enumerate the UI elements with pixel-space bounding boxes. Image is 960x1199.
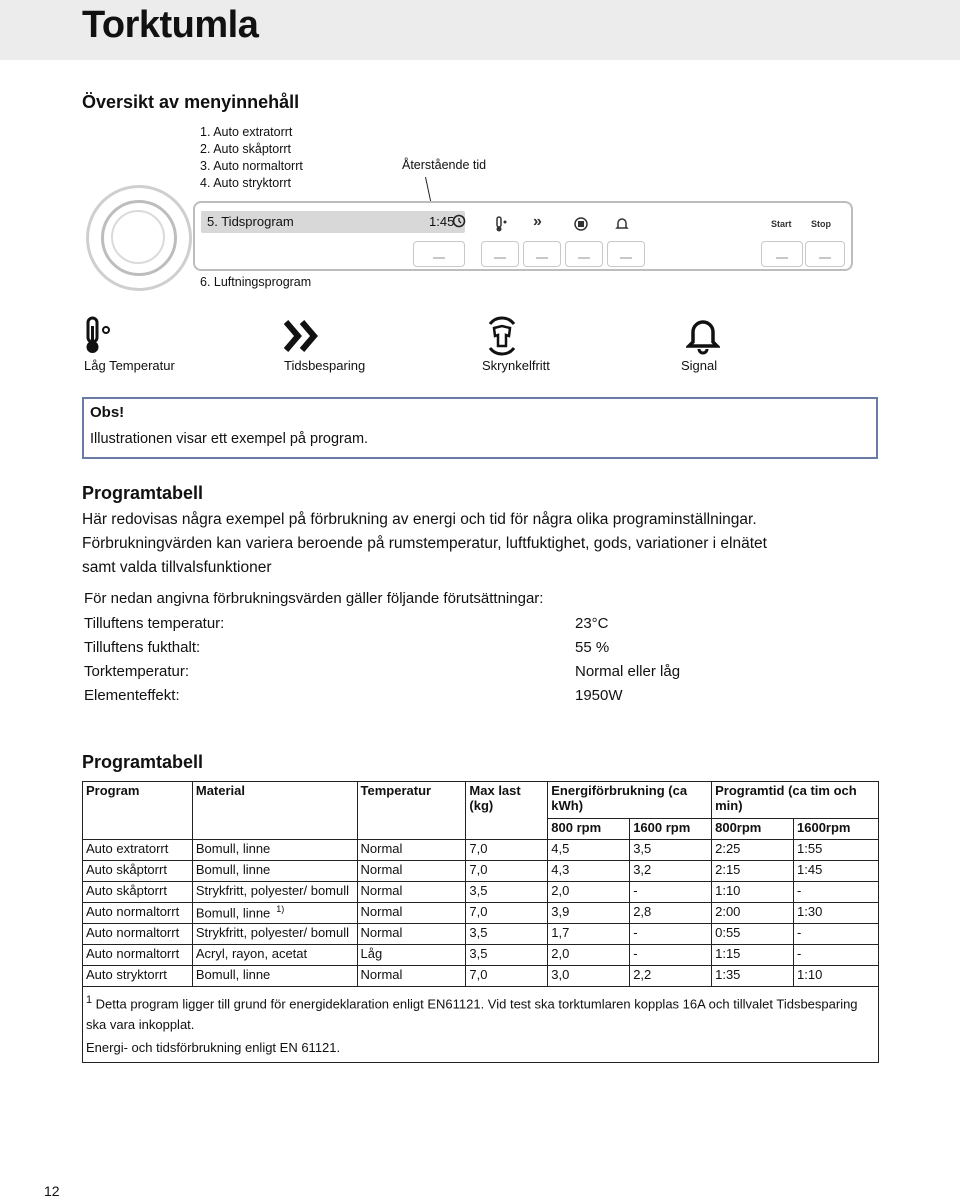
table-header-row — [83, 782, 879, 819]
legend-label: Tidsbesparing — [284, 358, 366, 373]
table-cell — [466, 966, 548, 987]
legend-label: Signal — [681, 358, 718, 373]
legend-label: Låg Temperatur — [84, 358, 175, 373]
cell-text: 1:35 — [715, 967, 741, 982]
program-list-item: 3. Auto normaltorrt — [200, 159, 303, 173]
empty-cell — [83, 819, 193, 840]
program-table — [82, 781, 879, 1063]
signal-button[interactable] — [607, 241, 645, 267]
program-list-item: 2. Auto skåptorrt — [200, 142, 292, 156]
table-cell — [630, 966, 712, 987]
low-temperature-icon — [84, 316, 114, 356]
cell-text: 7,0 — [469, 862, 488, 877]
cell-text: 2:00 — [715, 904, 741, 919]
clock-icon — [452, 213, 466, 232]
table-cell — [630, 840, 712, 861]
condition-value: Normal eller låg — [575, 663, 681, 680]
table-body — [83, 840, 879, 987]
table-cell — [466, 924, 548, 945]
cell-text: Auto skåptorrt — [86, 883, 167, 898]
cell-text: Auto stryktorrt — [86, 967, 167, 982]
empty-cell — [357, 819, 466, 840]
panel-display — [201, 211, 465, 233]
subheader-cell: 800 rpm — [548, 819, 630, 840]
header-cell: Max last (kg) — [466, 782, 548, 819]
cell-text: Acryl, rayon, acetat — [195, 946, 308, 961]
table-cell — [712, 882, 794, 903]
table-row — [83, 945, 879, 966]
table-cell — [192, 945, 357, 966]
cell-text: Normal — [360, 862, 403, 877]
cell-text: Auto normaltorrt — [86, 904, 180, 919]
cell-text: Normal — [360, 904, 403, 919]
cell-text: Strykfritt, polyester/ bomull — [195, 883, 350, 898]
condition-label: Torktemperatur: — [84, 663, 190, 680]
empty-cell — [466, 819, 548, 840]
table-cell — [192, 840, 357, 861]
wrinkle-free-button[interactable] — [565, 241, 603, 267]
bell-icon — [686, 316, 720, 356]
program-list-item: 4. Auto stryktorrt — [200, 176, 292, 190]
table-cell — [357, 840, 466, 861]
cell-text: Auto normaltorrt — [86, 925, 180, 940]
table-cell — [357, 945, 466, 966]
cell-text: 3,5 — [469, 946, 488, 961]
table-cell — [466, 882, 548, 903]
cell-text: Bomull, linne — [195, 862, 271, 877]
table-cell — [357, 966, 466, 987]
table-cell — [630, 924, 712, 945]
table-row — [83, 840, 879, 861]
cell-text: Bomull, linne — [195, 905, 271, 921]
display-program: 5. Tidsprogram — [207, 214, 294, 229]
cell-text: 1:45 — [797, 862, 823, 877]
start-button[interactable] — [761, 241, 803, 267]
cell-text: Bomull, linne — [195, 841, 271, 856]
intro-line: Förbrukningvärden kan variera beroende på rumstemperatur, luftfuktighet, gods, variationer i elnätet — [82, 535, 767, 552]
note-box — [82, 397, 878, 459]
low-temperature-icon — [495, 216, 509, 235]
remaining-time-label: Återstående tid — [402, 158, 487, 172]
table-cell — [192, 882, 357, 903]
table-cell — [548, 966, 630, 987]
cell-text: 1:10 — [715, 883, 741, 898]
table-cell — [83, 924, 193, 945]
cell-text: 1,7 — [551, 925, 570, 940]
subheader-cell: 800rpm — [712, 819, 794, 840]
stop-label: Stop — [811, 219, 831, 229]
header-cell: Program — [83, 782, 193, 819]
table-cell — [712, 861, 794, 882]
cell-text: - — [797, 925, 802, 940]
table-cell — [712, 924, 794, 945]
table-cell — [83, 840, 193, 861]
table-cell — [630, 903, 712, 924]
cell-text: 0:55 — [715, 925, 741, 940]
cell-text: 3,9 — [551, 904, 570, 919]
cell-text: - — [633, 883, 638, 898]
table-row — [83, 966, 879, 987]
table-cell — [466, 840, 548, 861]
footnote-mark: 1 — [86, 994, 93, 1006]
overview-heading: Översikt av menyinnehåll — [82, 92, 300, 112]
time-saving-icon: » — [533, 213, 542, 230]
table-cell — [548, 882, 630, 903]
table-cell — [192, 966, 357, 987]
footnote-text: Detta program ligger till grund för energideklaration enligt EN61121. Vid test ska torktumlaren kopplas 16A och tillvalet Tidsbesparing ska vara inkopplat. — [86, 996, 858, 1033]
cell-text: 1:55 — [797, 841, 823, 856]
cell-text: 3,5 — [633, 841, 652, 856]
subheader-cell: 1600rpm — [794, 819, 879, 840]
cell-text: 3,2 — [633, 862, 652, 877]
table-subheader-row — [83, 819, 879, 840]
program-list — [200, 125, 303, 193]
start-label: Start — [771, 219, 792, 229]
table-cell — [548, 945, 630, 966]
table-cell — [712, 840, 794, 861]
table-cell — [548, 924, 630, 945]
section-heading: Programtabell — [82, 483, 204, 503]
empty-cell — [192, 819, 357, 840]
table-row — [83, 903, 879, 924]
cell-text: 1:15 — [715, 946, 741, 961]
table-cell — [548, 861, 630, 882]
program-list-item: 1. Auto extratorrt — [200, 125, 293, 139]
bell-icon — [615, 216, 629, 235]
table-cell — [192, 903, 357, 924]
intro-line: samt valda tillvalsfunktioner — [82, 559, 272, 576]
cell-text: 2,0 — [551, 946, 570, 961]
header-cell: Temperatur — [357, 782, 466, 819]
cell-text: 4,3 — [551, 862, 570, 877]
cell-text: Normal — [360, 883, 403, 898]
cell-text: - — [633, 946, 638, 961]
footnote-cell — [83, 987, 879, 1063]
cell-text: Normal — [360, 967, 403, 982]
cell-text: 7,0 — [469, 967, 488, 982]
condition-label: Tilluftens fukthalt: — [84, 639, 201, 656]
table-cell — [192, 924, 357, 945]
legend-label: Skrynkelfritt — [482, 358, 550, 373]
table-cell — [794, 903, 879, 924]
note-text: Illustrationen visar ett exempel på program. — [90, 431, 369, 447]
program-knob[interactable] — [86, 185, 192, 291]
cell-text: Auto extratorrt — [86, 841, 169, 856]
header-cell: Programtid (ca tim och min) — [712, 782, 879, 819]
intro-line: Här redovisas några exempel på förbrukning av energi och tid för några olika programinställningar. — [82, 511, 757, 528]
cell-text: Bomull, linne — [195, 967, 271, 982]
table-cell — [712, 966, 794, 987]
table-cell — [794, 945, 879, 966]
cell-text: 3,5 — [469, 925, 488, 940]
time-saving-button[interactable] — [523, 241, 561, 267]
cell-text: 7,0 — [469, 841, 488, 856]
table-cell — [630, 945, 712, 966]
table-cell — [83, 903, 193, 924]
table-cell — [466, 861, 548, 882]
table-row — [83, 861, 879, 882]
cell-text: Normal — [360, 925, 403, 940]
cell-text: 3,0 — [551, 967, 570, 982]
header-cell: Material — [192, 782, 357, 819]
panel-button[interactable] — [413, 241, 465, 267]
wrinkle-free-icon — [573, 216, 589, 235]
cell-text: 2:15 — [715, 862, 741, 877]
table-cell — [357, 861, 466, 882]
cell-text: 1:10 — [797, 967, 823, 982]
cell-text: - — [797, 883, 802, 898]
subheader-cell: 1600 rpm — [630, 819, 712, 840]
table-cell — [466, 903, 548, 924]
cell-text: - — [633, 925, 638, 940]
table-cell — [794, 861, 879, 882]
condition-value: 1950W — [575, 687, 623, 704]
cell-text: 2,2 — [633, 967, 652, 982]
table-cell — [192, 861, 357, 882]
table-cell — [794, 966, 879, 987]
program-6-label: 6. Luftningsprogram — [200, 275, 312, 289]
page-title: Torktumla — [82, 4, 259, 46]
cell-text: Strykfritt, polyester/ bomull — [195, 925, 350, 940]
table-row — [83, 882, 879, 903]
cell-text: Låg — [360, 946, 383, 961]
footnote-extra: Energi- och tidsförbrukning enligt EN 61121. — [86, 1040, 341, 1056]
table-row — [83, 924, 879, 945]
table-cell — [83, 882, 193, 903]
time-saving-icon — [284, 316, 324, 356]
cell-text: 2,0 — [551, 883, 570, 898]
cell-text: 4,5 — [551, 841, 570, 856]
table-cell — [794, 924, 879, 945]
table-cell — [794, 882, 879, 903]
cell-text: 1:30 — [797, 904, 823, 919]
cell-text: Auto normaltorrt — [86, 946, 180, 961]
display-time: 1:45 — [429, 214, 455, 229]
table-cell — [630, 882, 712, 903]
table-cell — [548, 840, 630, 861]
condition-label: Elementeffekt: — [84, 687, 180, 704]
low-temperature-button[interactable] — [481, 241, 519, 267]
wrinkle-free-icon — [482, 316, 522, 356]
condition-label: Tilluftens temperatur: — [84, 615, 225, 632]
table-heading: Programtabell — [82, 752, 204, 772]
cell-text: Auto skåptorrt — [86, 862, 167, 877]
stop-button[interactable] — [805, 241, 845, 267]
note-title: Obs! — [90, 404, 125, 421]
table-cell — [630, 861, 712, 882]
footnote-row — [83, 987, 879, 1063]
table-cell — [712, 903, 794, 924]
intro-paragraph — [82, 508, 882, 580]
table-cell — [83, 861, 193, 882]
footnote-ref: 1) — [276, 904, 285, 914]
table-cell — [83, 966, 193, 987]
table-cell — [357, 924, 466, 945]
header-cell: Energiförbrukning (ca kWh) — [548, 782, 712, 819]
cell-text: 2,8 — [633, 904, 652, 919]
table-cell — [712, 945, 794, 966]
cell-text: 3,5 — [469, 883, 488, 898]
table-cell — [794, 840, 879, 861]
cell-text: 2:25 — [715, 841, 741, 856]
table-cell — [548, 903, 630, 924]
cell-text: Normal — [360, 841, 403, 856]
page-number: 12 — [44, 1183, 60, 1199]
table-cell — [83, 945, 193, 966]
condition-value: 23°C — [575, 615, 609, 632]
cell-text: 7,0 — [469, 904, 488, 919]
cell-text: - — [797, 946, 802, 961]
control-panel — [193, 201, 853, 271]
table-cell — [466, 945, 548, 966]
conditions-intro: För nedan angivna förbrukningsvärden gäller följande förutsättningar: — [84, 590, 544, 607]
condition-value: 55 % — [575, 639, 610, 656]
table-cell — [357, 882, 466, 903]
table-cell — [357, 903, 466, 924]
